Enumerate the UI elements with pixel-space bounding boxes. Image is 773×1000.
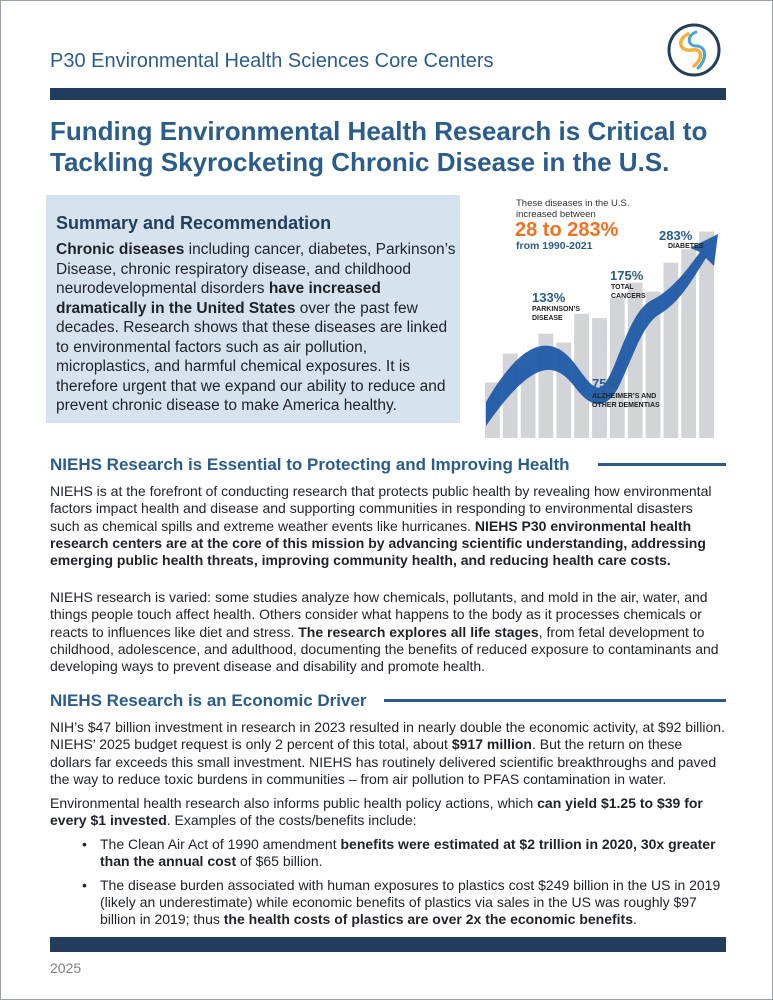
label-alzheimers-pct: 75% xyxy=(592,376,619,391)
chart-intro-line1: These diseases in the U.S. xyxy=(516,198,630,209)
label-parkinsons-pct: 133% xyxy=(532,290,566,305)
label-cancers-line1: TOTAL xyxy=(611,284,634,291)
summary-text-3: over the past few decades. Research shows that these diseases are linked to environmental factors such as air pollution, microplastics, and harmful chemical exposures. It is therefore urgent that we expand our ability to reduce and prevent chronic disease to make America healthy. xyxy=(56,299,448,414)
summary-text xyxy=(56,240,456,416)
page-title-line2: Tackling Skyrocketing Chronic Disease in the U.S. xyxy=(50,147,670,177)
section2-rule xyxy=(384,699,726,702)
section2-paragraph1 xyxy=(50,719,726,788)
b1-bold: benefits were estimated at $2 trillion in 2020, 30x greater than the annual cost xyxy=(100,836,716,870)
summary-text-2: including cancer, diabetes, Parkinson’s Disease, chronic respiratory disease, and childhood neurodevelopmental disorders xyxy=(56,241,456,297)
page-title xyxy=(50,116,730,178)
list-item xyxy=(50,836,726,871)
s1p2-text1: NIEHS research is varied: some studies analyze how chemicals, pollutants, and mold in the air, water, and things people touch affect health. Others consider what happens to the body as it processes chemicals or reacts to influences like diet and stress. xyxy=(50,589,708,640)
label-cancers-line2: CANCERS xyxy=(611,293,646,300)
label-cancers-pct: 175% xyxy=(610,268,644,283)
chart-range: 28 to 283% xyxy=(515,219,619,241)
label-parkinsons-line2: DISEASE xyxy=(532,315,563,322)
chart-intro-line2: increased between xyxy=(516,209,596,220)
s2p1-bold: $917 million xyxy=(451,736,532,753)
b2-text2: . xyxy=(633,911,637,928)
s2p1-text1: NIH’s $47 billion investment in research in 2023 resulted in nearly double the economic activity, at $92 billion. NIEHS’ 2025 budget request is only 2 percent of this total, about xyxy=(50,719,725,753)
bullet-icon: • xyxy=(82,876,87,893)
org-title: P30 Environmental Health Sciences Core Centers xyxy=(50,50,494,72)
s1p1-text: NIEHS is at the forefront of conducting research that protects public health by revealing how environmental factors impact health and disease and supporting communities in responding to environmental disasters such as chemical spills and extreme weather events like hurricanes. xyxy=(50,483,712,534)
list-item xyxy=(50,877,726,929)
s1p2-bold: The research explores all life stages xyxy=(298,623,539,640)
s2p1-text2: . But the return on these dollars far exceeds this small investment. NIEHS has routinely delivered scientific breakthroughs and paved the way to reduce toxic burdens in communities – from air pollution to PFAS contamination in water. xyxy=(50,736,717,787)
label-diabetes-name: DIABETES xyxy=(668,243,704,250)
benefits-list xyxy=(50,836,726,928)
footer-year: 2025 xyxy=(50,960,82,976)
b2-bold: the health costs of plastics are over 2x the economic benefits xyxy=(223,911,634,928)
summary-bold-1: Chronic diseases xyxy=(56,241,185,258)
s1p1-bold: NIEHS P30 environmental health research centers are at the core of this mission by advancing scientific understanding, addressing emerging public health threats, improving community health, and reducing health care costs. xyxy=(50,517,706,569)
header-rule xyxy=(50,88,726,100)
section1-rule xyxy=(598,463,726,466)
label-diabetes-pct: 283% xyxy=(659,228,693,243)
section2-paragraph2 xyxy=(50,795,726,830)
label-alzheimers-line1: ALZHEIMER’S AND xyxy=(592,393,657,400)
chart-period: from 1990-2021 xyxy=(516,240,593,252)
b2-text1: The disease burden associated with human exposures to plastics cost $249 billion in the US in 2019 (likely an underestimate) while economic benefits of plastics via sales in the US was roughly $97 billion in 2019; thus xyxy=(100,876,721,928)
section2-heading: NIEHS Research is an Economic Driver xyxy=(50,691,367,710)
b1-text2: of $65 billion. xyxy=(236,853,323,870)
s2p2-text1: Environmental health research also informs public health policy actions, which xyxy=(50,795,538,811)
label-alzheimers-line2: OTHER DEMENTIAS xyxy=(592,402,660,409)
s2p2-text2: . Examples of the costs/benefits include: xyxy=(166,812,417,829)
page-title-line1: Funding Environmental Health Research is Critical to xyxy=(50,116,708,146)
s1p2-text2: , from fetal development to childhood, adolescence, and adulthood, documenting the benefits of reduced exposure to contaminants and developing ways to prevent disease and disability and promote health. xyxy=(50,623,719,675)
summary-box xyxy=(46,195,460,423)
label-parkinsons-line1: PARKINSON’S xyxy=(532,306,581,313)
summary-bold-2: have increased dramatically in the United States xyxy=(56,280,381,317)
b1-text1: The Clean Air Act of 1990 amendment xyxy=(100,836,341,852)
core-centers-logo xyxy=(666,22,722,78)
section1-paragraph1 xyxy=(50,483,726,569)
bullet-icon: • xyxy=(82,836,87,852)
section1-paragraph2 xyxy=(50,589,726,675)
section1-heading: NIEHS Research is Essential to Protecting and Improving Health xyxy=(50,455,570,474)
disease-increase-chart xyxy=(482,190,722,438)
footer-rule xyxy=(50,937,726,952)
summary-heading: Summary and Recommendation xyxy=(56,213,332,233)
s2p2-bold: can yield $1.25 to $39 for every $1 invested xyxy=(50,795,703,829)
